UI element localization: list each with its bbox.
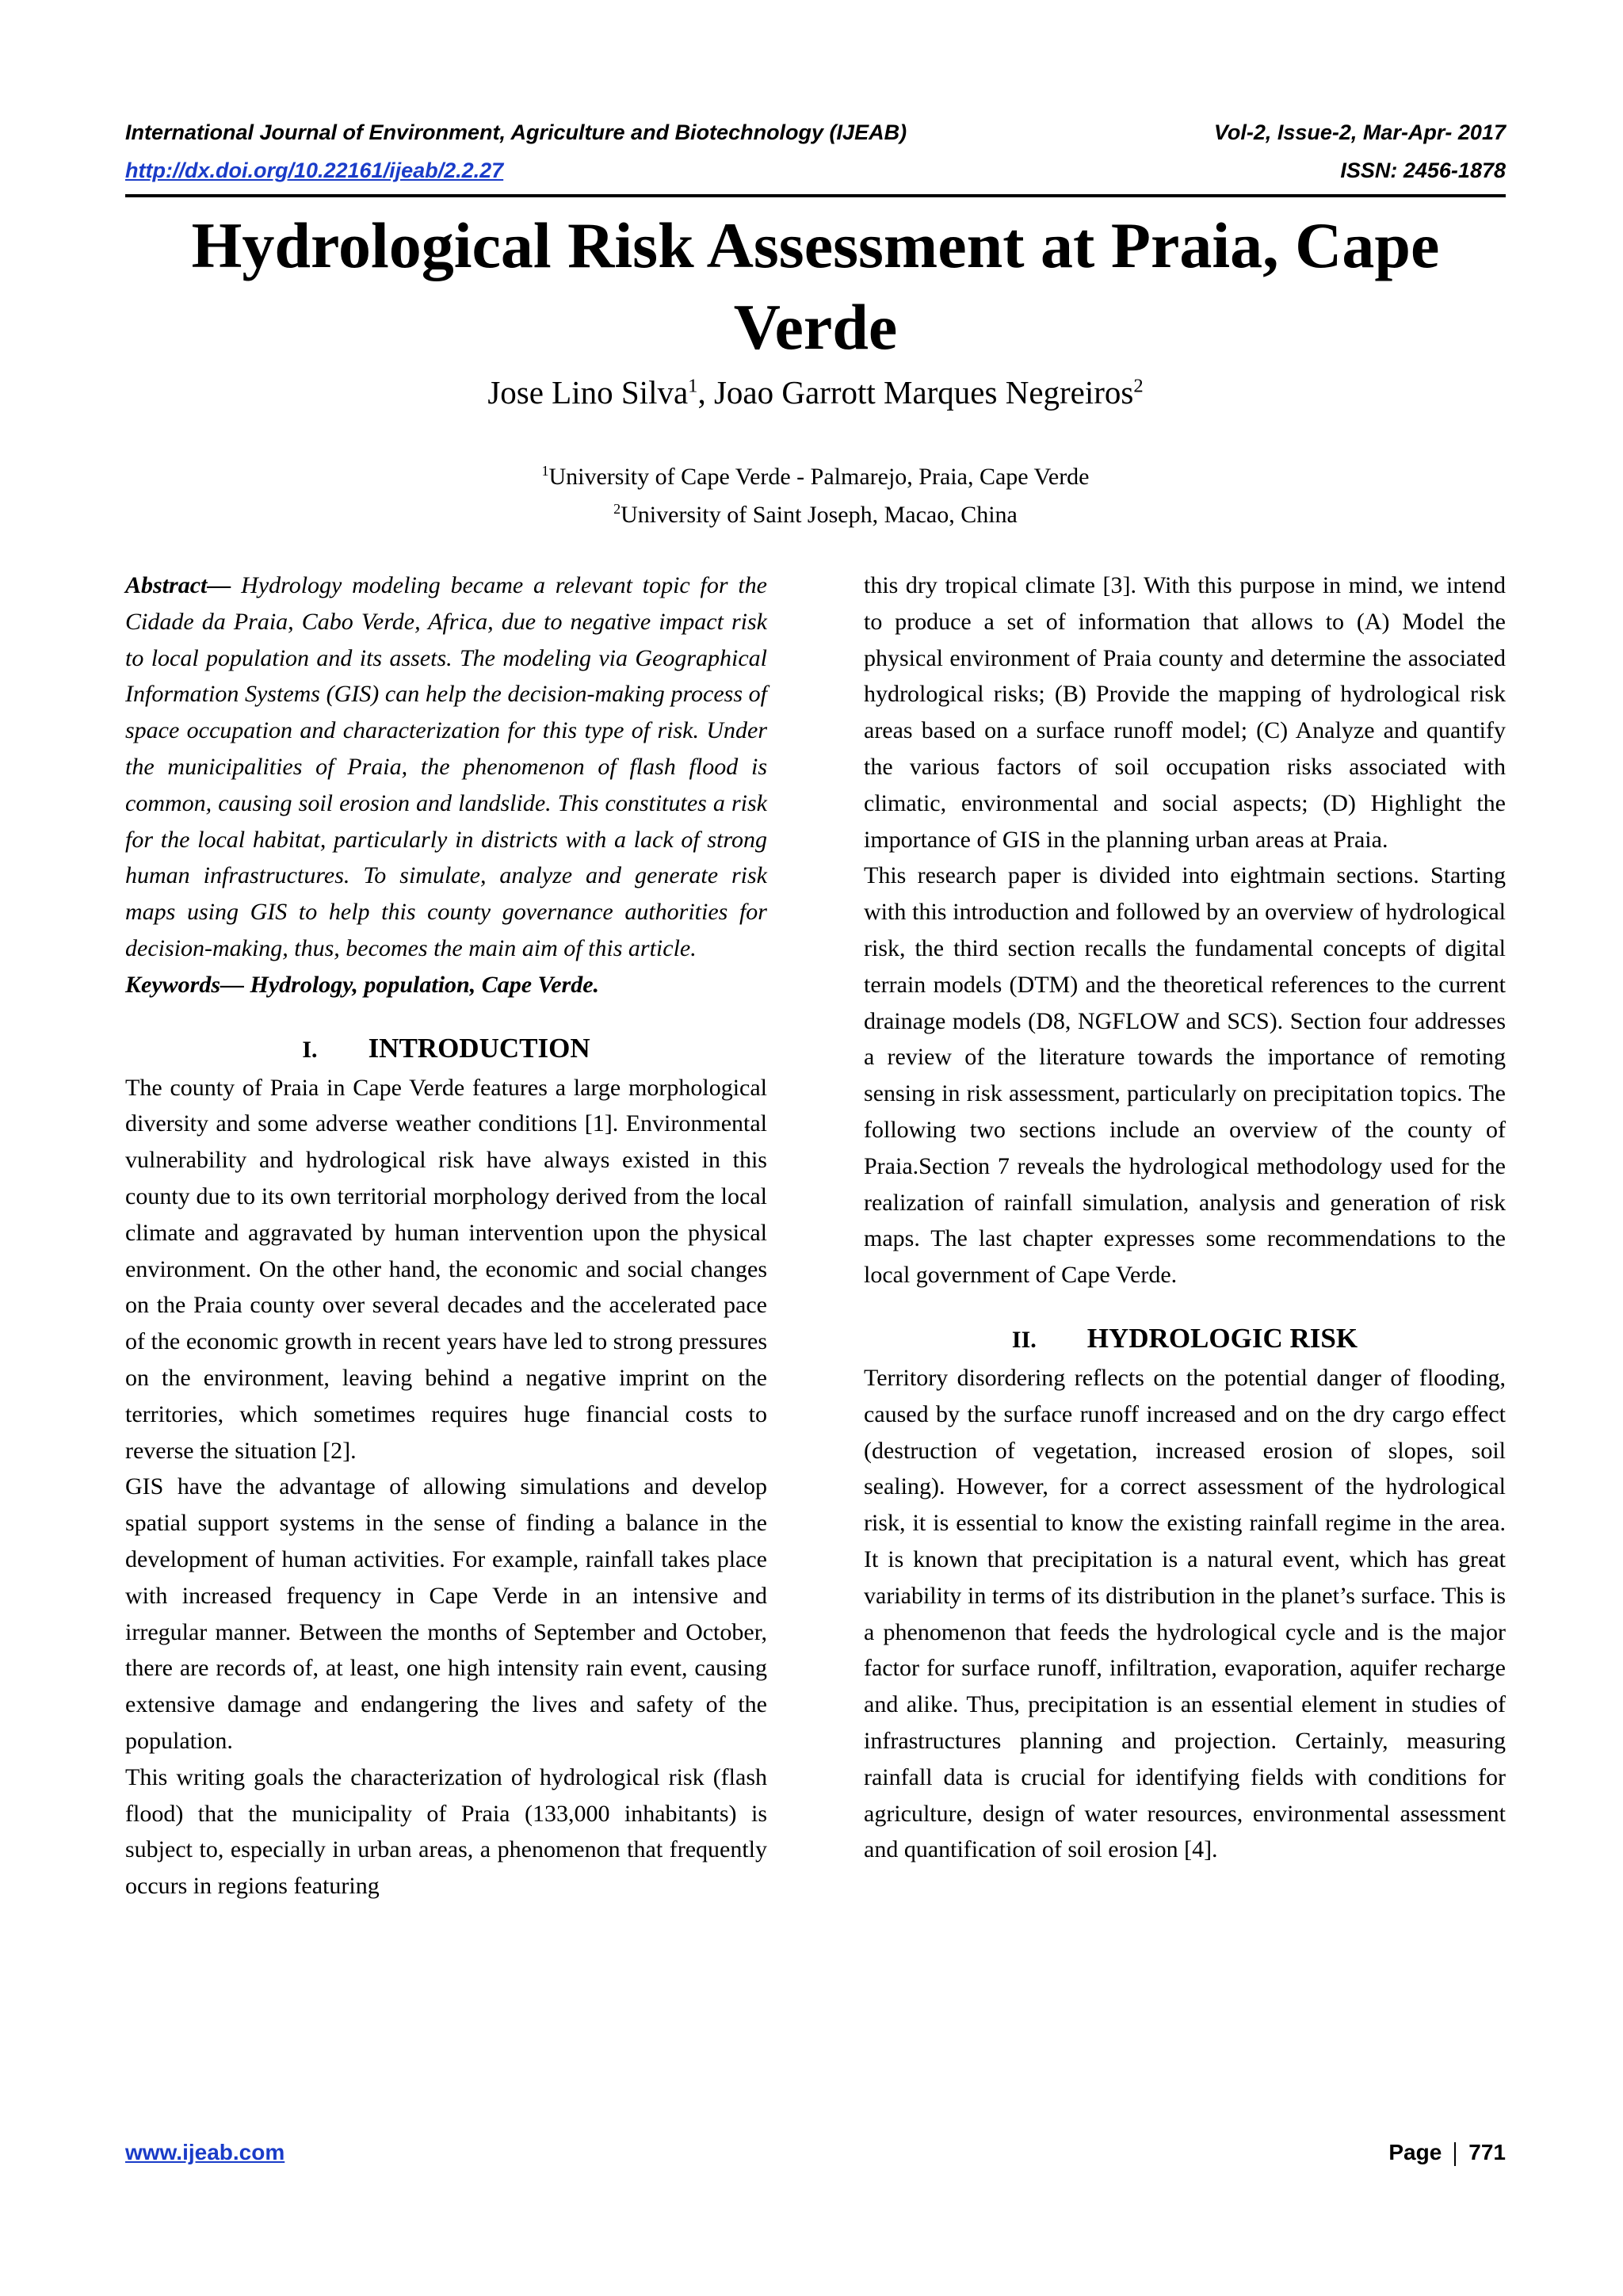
- paragraph: this dry tropical climate [3]. With this purpose in mind, we intend to produce a set of information that allows to (A) Model the physical environment of Praia county and determine the associated hydrological risks; (B) Provide the mapping of hydrological risk areas based on a surface runoff model; (C) Analyze and quantify the various factors of soil occupation risks associated with climatic, environmental and social aspects; (D) Highlight the importance of GIS in the planning urban areas at Praia.: [864, 572, 1506, 853]
- journal-name: International Journal of Environment, Agriculture and Biotechnology (IJEAB): [125, 120, 907, 144]
- author-1-affil-mark: 1: [688, 375, 698, 397]
- header-rule: [125, 194, 1506, 197]
- paragraph: This research paper is divided into eightmain sections. Starting with this introduction and followed by an overview of hydrological risk, the third section recalls the fundamental concepts of digital terrain models (DTM) and the theoretical references to the current drainage models (D8, NGFLOW and SCS). Section four addresses a review of the literature towards the importance of remoting sensing in risk assessment, particularly on precipitation topics. The following two sections include an overview of the county of Praia.Section 7 reveals the hydrological methodology used for the realization of rainfall simulation, analysis and generation of risk maps. The last chapter expresses some recommendations to the local government of Cape Verde.: [864, 862, 1506, 1289]
- author-2-affil-mark: 2: [1133, 375, 1144, 397]
- paper-title: Hydrological Risk Assessment at Praia, Cape Verde: [191, 209, 1440, 363]
- affiliations: [125, 458, 1506, 534]
- affiliation-1-mark: 1: [541, 463, 549, 479]
- section-title: HYDROLOGIC RISK: [1086, 1322, 1358, 1354]
- affiliation-1-text: University of Cape Verde - Palmarejo, Praia, Cape Verde: [548, 464, 1090, 490]
- affiliation-1: [125, 458, 1506, 496]
- author-separator: ,: [697, 374, 714, 411]
- paragraph: This writing goals the characterization of hydrological risk (flash flood) that the municipality of Praia (133,000 inhabitants) is subject to, especially in urban areas, a phenomenon that frequently occurs in regions featuring: [125, 1763, 767, 1900]
- keywords: Keywords— Hydrology, population, Cape Verde.: [125, 971, 600, 998]
- paragraph: GIS have the advantage of allowing simulations and develop spatial support systems in the sense of finding a balance in the development of human activities. For example, rainfall takes place with increased frequency in Cape Verde in an intensive and irregular manner. Between the months of September and October, there are records of, at least, one high intensity rain event, causing extensive damage and endangering the lives and safety of the population.: [125, 1473, 767, 1754]
- page-indicator: [1388, 2138, 1506, 2167]
- running-header-line2: [125, 157, 1506, 184]
- affiliation-2: [125, 496, 1506, 534]
- affiliation-2-mark: 2: [613, 501, 621, 517]
- abstract-label: Abstract—: [125, 572, 231, 598]
- section-number: I.: [302, 1036, 318, 1063]
- volume-info: Vol-2, Issue-2, Mar-Apr- 2017: [1213, 120, 1506, 144]
- page-number: 771: [1468, 2140, 1506, 2164]
- page-divider: [1454, 2142, 1456, 2166]
- paragraph: The county of Praia in Cape Verde features a large morphological diversity and some adverse weather conditions [1]. Environmental vulnerability and hydrological risk have always existed in this county due to its own territorial morphology derived from the local climate and aggravated by human intervention upon the physical environment. On the other hand, the economic and social changes on the Praia county over several decades and the accelerated pace of the economic growth in recent years have led to strong pressures on the environment, leaving behind a negative imprint on the territories, which sometimes requires huge financial costs to reverse the situation [2].: [125, 1074, 767, 1464]
- left-column: [125, 567, 767, 1904]
- author-2: Joao Garrott Marques Negreiros: [713, 374, 1134, 411]
- section-title: INTRODUCTION: [368, 1032, 590, 1064]
- section-heading-introduction: [125, 1030, 767, 1068]
- page-footer: [125, 2138, 1506, 2167]
- doi-link[interactable]: http://dx.doi.org/10.22161/ijeab/2.2.27: [125, 159, 504, 182]
- author-list: [125, 371, 1506, 414]
- section-heading-hydrologic-risk: [864, 1320, 1506, 1358]
- author-1: Jose Lino Silva: [487, 374, 689, 411]
- affiliation-2-text: University of Saint Joseph, Macao, China: [621, 502, 1018, 528]
- page-label: Page: [1388, 2140, 1442, 2164]
- journal-website-link[interactable]: www.ijeab.com: [125, 2140, 285, 2164]
- section-number: II.: [1011, 1326, 1037, 1353]
- running-header: [125, 119, 1506, 146]
- abstract-text: Hydrology modeling became a relevant topic for the Cidade da Praia, Cabo Verde, Africa, due to negative impact risk to local population and its assets. The modeling via Geographical Information Systems (GIS) can help the decision-making process of space occupation and characterization for this type of risk. Under the municipalities of Praia, the phenomenon of flash flood is common, causing soil erosion and landslide. This constitutes a risk for the local habitat, particularly in districts with a lack of strong human infrastructures. To simulate, analyze and generate risk maps using GIS to help this county governance authorities for decision-making, thus, becomes the main aim of this article.: [125, 572, 767, 961]
- issn: ISSN: 2456-1878: [1340, 159, 1506, 182]
- paragraph: Territory disordering reflects on the potential danger of flooding, caused by the surface runoff increased and on the dry cargo effect (destruction of vegetation, increased erosion of slopes, soil sealing). However, for a correct assessment of the hydrological risk, it is essential to know the existing rainfall regime in the area. It is known that precipitation is a natural event, which has great variability in terms of its distribution in the planet’s surface. This is a phenomenon that feeds the hydrological cycle and is the major factor for surface runoff, infiltration, evaporation, aquifer recharge and alike. Thus, precipitation is an essential element in studies of infrastructures planning and projection. Certainly, measuring rainfall data is crucial for identifying fields with conditions for agriculture, design of water resources, environmental assessment and quantification of soil erosion [4].: [864, 1364, 1506, 1863]
- abstract: [125, 567, 767, 967]
- right-column: [864, 567, 1506, 1868]
